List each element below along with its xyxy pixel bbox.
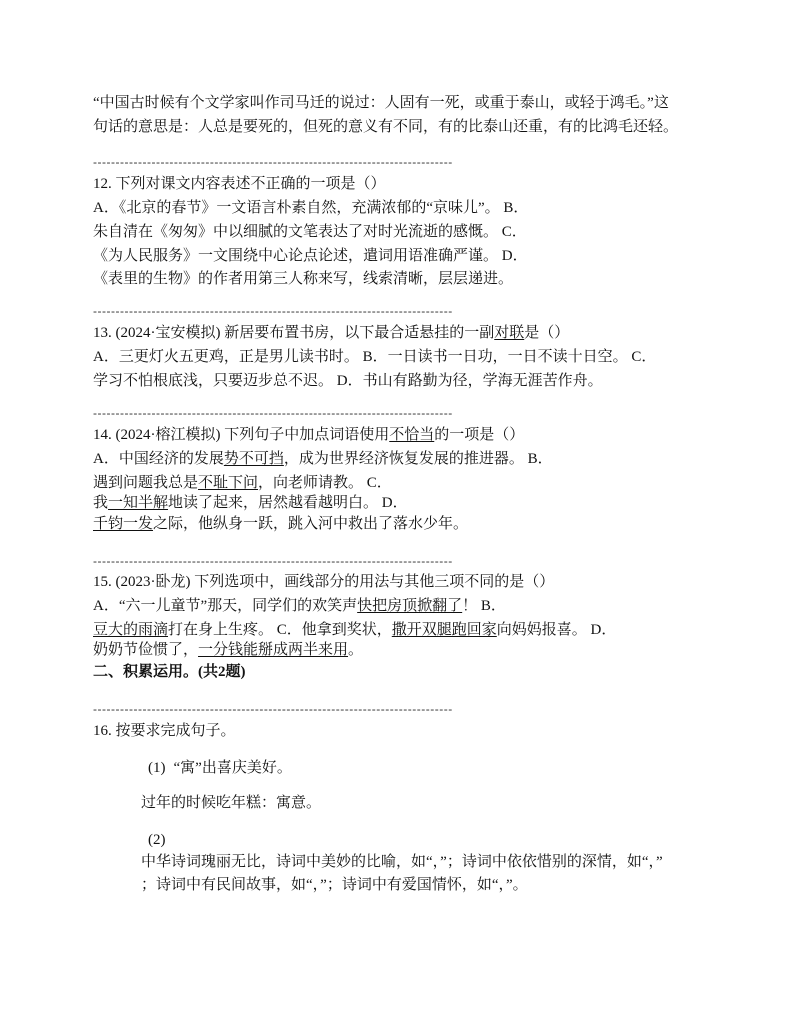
q13-line-1: A．三更灯火五更鸡，正是男儿读书时。 B．一日读书一日功，一日不读十日空。 C． bbox=[93, 349, 657, 365]
q14-line-1 bbox=[93, 450, 553, 468]
q15-stem: 15. (2023·卧龙) 下列选项中，画线部分的用法与其他三项不同的是（） bbox=[93, 574, 555, 590]
q15-line-2 bbox=[93, 621, 616, 639]
q13-stem bbox=[93, 324, 569, 342]
line-text: 之际，他纵身一跃，跳入河中救出了落水少年。 bbox=[153, 516, 469, 532]
line-text: 遇到问题我总是 bbox=[93, 475, 199, 491]
q14-line-3 bbox=[93, 494, 408, 512]
separator-line: -------------------------------------------------------------------------------- bbox=[93, 407, 453, 419]
separator-line: -------------------------------------------------------------------------------- bbox=[93, 555, 453, 567]
q14-stem-text: 的一项是（） bbox=[434, 427, 525, 443]
q14-stem-text: 14. (2024·榕江模拟) 下列句子中加点词语使用 bbox=[93, 427, 390, 443]
section-heading: 二、积累运用。(共2题) bbox=[93, 664, 246, 680]
line-text: A．“六一儿童节”那天，同学们的欢笑声 bbox=[93, 598, 358, 614]
q16-part2-label: (2) bbox=[148, 832, 166, 848]
q14-line-2 bbox=[93, 474, 392, 492]
q13-stem-text: 是（） bbox=[524, 325, 570, 341]
q13-line-2: 学习不怕根底浅，只要迈步总不迟。 D．书山有路勤为径，学海无涯苦作舟。 bbox=[93, 373, 603, 389]
q16-part2-line-2: ；诗词中有民间故事，如“，”；诗词中有爱国情怀，如“，”。 bbox=[141, 877, 528, 893]
underlined-phrase: 不恰当 bbox=[389, 427, 435, 443]
intro-line-2: 句话的意思是：人总是要死的，但死的意义有不同，有的比泰山还重，有的比鸿毛还轻。 bbox=[93, 119, 679, 135]
q15-line-1 bbox=[93, 597, 506, 615]
underlined-phrase: 豆大的雨滴 bbox=[93, 622, 169, 638]
underlined-phrase: 不耻下问 bbox=[198, 475, 259, 491]
part-text: “寓”出喜庆美好。 bbox=[173, 760, 292, 776]
line-text: ！ B． bbox=[462, 598, 506, 614]
underlined-phrase: 一知半解 bbox=[108, 495, 169, 511]
q16-part2-line-1: 中华诗词瑰丽无比，诗词中美妙的比喻，如“，”；诗词中依依惜别的深情，如“，” bbox=[141, 854, 663, 870]
line-text: ，成为世界经济恢复发展的推进器。 B． bbox=[283, 451, 553, 467]
q12-line-1: A．《北京的春节》一文语言朴素自然，充满浓郁的“京味儿”。 B． bbox=[93, 200, 529, 216]
q12-line-4: 《表里的生物》的作者用第三人称来写，线索清晰，层层递进。 bbox=[93, 271, 514, 287]
line-text: 向妈妈报喜。 D． bbox=[496, 622, 617, 638]
underlined-phrase: 一分钱能掰成两半来用 bbox=[198, 642, 349, 658]
underlined-phrase: 势不可挡 bbox=[223, 451, 284, 467]
q12-line-3: 《为人民服务》一文围绕中心论点论述，遣词用语准确严谨。 D． bbox=[93, 248, 528, 264]
q12-stem: 12. 下列对课文内容表述不正确的一项是（） bbox=[93, 176, 386, 192]
underlined-phrase: 快把房顶掀翻了 bbox=[357, 598, 463, 614]
line-text: 我 bbox=[93, 495, 109, 511]
part-label: (1) bbox=[148, 760, 166, 776]
line-text: 。 bbox=[348, 642, 364, 658]
q16-part1-answer-line: 过年的时候吃年糕：寓意。 bbox=[141, 795, 322, 811]
underlined-phrase: 撒开双腿跑回家 bbox=[391, 622, 497, 638]
q13-stem-text: 13. (2024·宝安模拟) 新居要布置书房，以下最合适悬挂的一副 bbox=[93, 325, 495, 341]
line-text: 地读了起来，居然越看越明白。 D． bbox=[168, 495, 408, 511]
intro-line-1: “中国古时候有个文学家叫作司马迁的说过：人固有一死，或重于泰山，或轻于鸿毛。”这 bbox=[93, 95, 669, 111]
line-text: 奶奶节俭惯了， bbox=[93, 642, 199, 658]
separator-line: -------------------------------------------------------------------------------- bbox=[93, 305, 453, 317]
underlined-phrase: 对联 bbox=[494, 325, 525, 341]
q14-line-4 bbox=[93, 515, 468, 533]
line-text: 打在身上生疼。 C．他拿到奖状， bbox=[168, 622, 392, 638]
separator-line: -------------------------------------------------------------------------------- bbox=[93, 156, 453, 168]
q15-line-3 bbox=[93, 641, 363, 659]
underlined-phrase: 千钧一发 bbox=[93, 516, 154, 532]
line-text: ，向老师请教。 C． bbox=[258, 475, 392, 491]
q16-stem: 16. 按要求完成句子。 bbox=[93, 723, 236, 739]
line-text: A．中国经济的发展 bbox=[93, 451, 224, 467]
q14-stem bbox=[93, 426, 524, 444]
separator-line: -------------------------------------------------------------------------------- bbox=[93, 703, 453, 715]
q12-line-2: 朱自清在《匆匆》中以细腻的文笔表达了对时光流逝的感慨。 C． bbox=[93, 224, 527, 240]
q16-part1 bbox=[148, 759, 292, 777]
